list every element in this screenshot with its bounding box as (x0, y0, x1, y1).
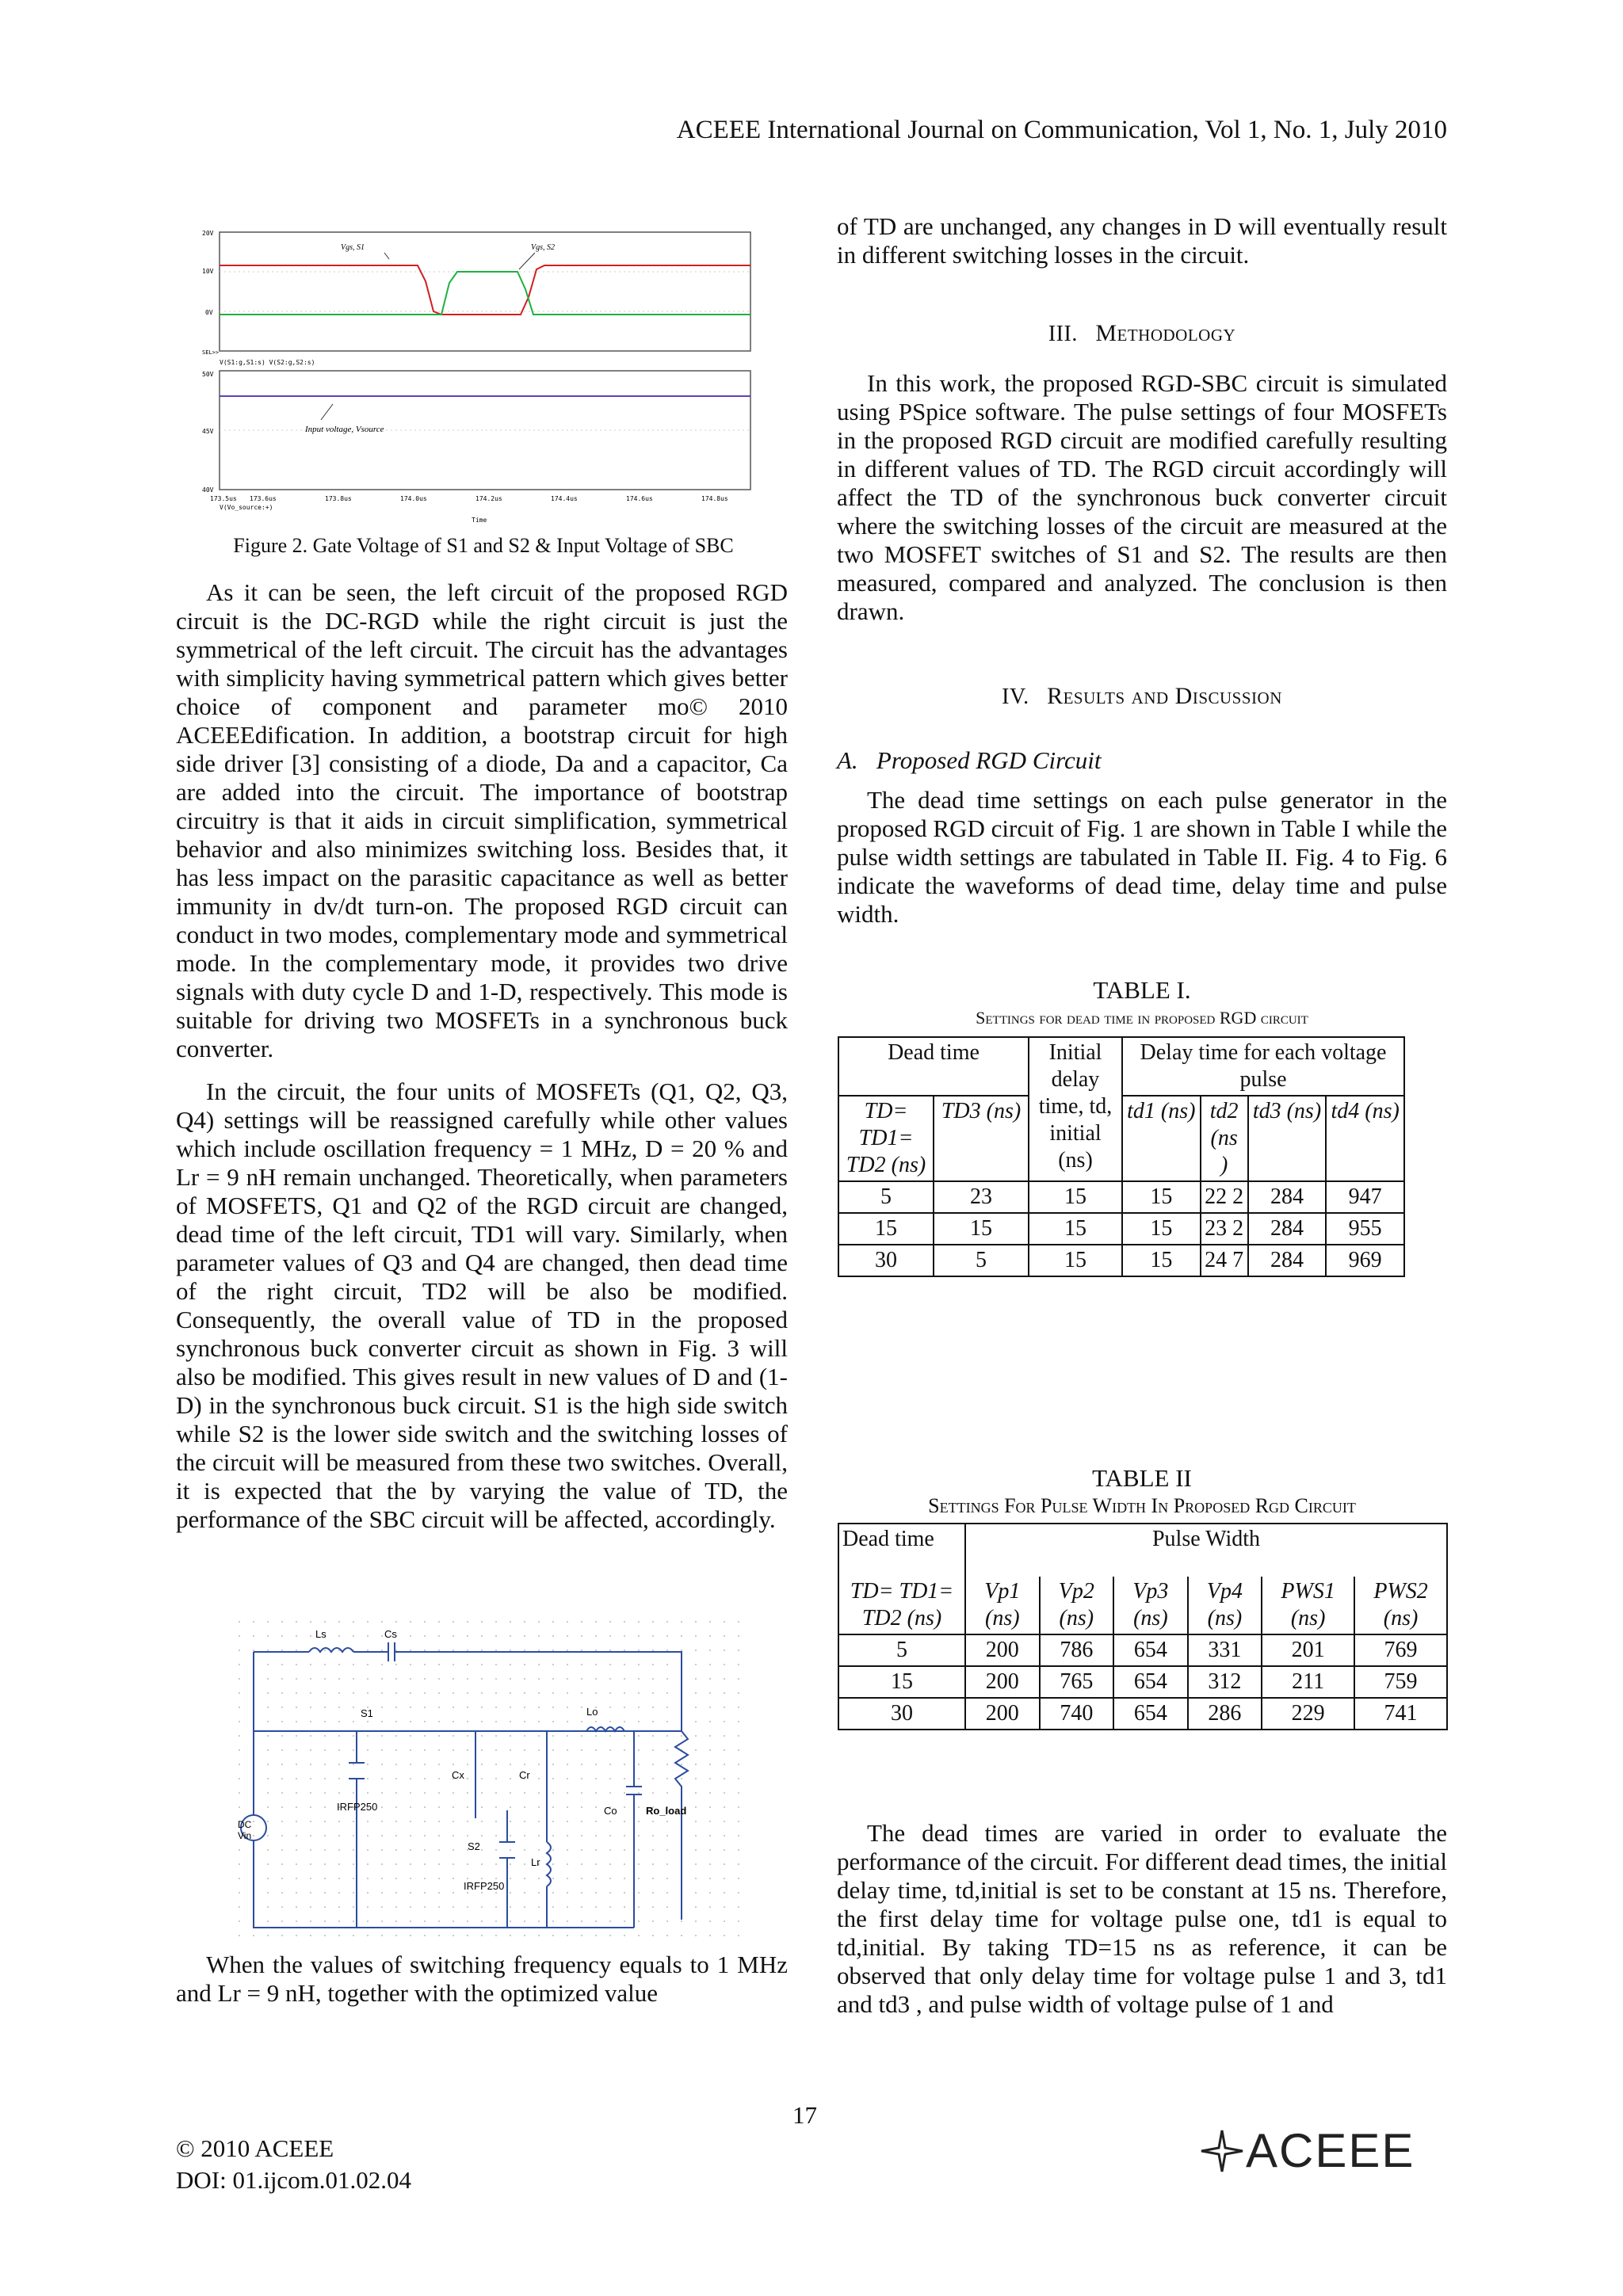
page-number: 17 (792, 2101, 817, 2129)
cell: 211 (1262, 1666, 1354, 1698)
xtick: 174.6us (626, 495, 653, 502)
cell: 947 (1326, 1181, 1404, 1213)
xtick: 173.6us (250, 495, 277, 502)
section-4-heading (837, 683, 1447, 710)
xtick: 173.5us (210, 495, 237, 502)
cell: 740 (1040, 1698, 1114, 1730)
label-irfp2: IRFP250 (464, 1880, 505, 1892)
table-1 (838, 1036, 1405, 1277)
header-dead-time: Dead time (838, 1037, 1029, 1096)
label-co: Co (604, 1805, 617, 1817)
vgs-s1-trace (220, 265, 750, 315)
cell: 201 (1262, 1634, 1354, 1666)
cell: 786 (1040, 1634, 1114, 1666)
circuit-figure (238, 1620, 745, 1937)
cell: 200 (965, 1666, 1040, 1698)
input-voltage-label: Input voltage, Vsource (305, 425, 384, 434)
cell: 15 (1122, 1181, 1201, 1213)
logo-text: ACEEE (1246, 2124, 1415, 2177)
cell: 24 7 (1201, 1245, 1248, 1276)
subsection-a-text (837, 786, 1447, 929)
header-vp1: Vp1 (ns) (965, 1577, 1040, 1634)
cell: 741 (1354, 1698, 1447, 1730)
header-vp2: Vp2 (ns) (1040, 1577, 1114, 1634)
xtick: 174.8us (701, 495, 728, 502)
cell: 955 (1326, 1213, 1404, 1245)
paragraph: As it can be seen, the left circuit of the proposed RGD circuit is the DC-RGD while the right circuit is just the symmetrical of the left circuit. The circuit has the advantages with simplicity having symmetrical pattern which gives better choice of component and parameter mo© 2010 ACEEEdification. In addition, a bootstrap circuit for high side driver [3] consisting of a diode, Da and a capacitor, Ca are added into the circuit. The importance of bootstrap circuitry is that it aids in circuit simplification, symmetrical behavior and also minimizes switching loss. Besides that, it has less impact on the parasitic capacitance as well as better immunity in dv/dt turn-on. The proposed RGD circuit can conduct in two modes, complementary mode and symmetrical mode. In the complementary mode, it provides two drive signals with duty cycle D and 1-D, respectively. This mode is suitable for driving two MOSFETs in a synchronous buck converter. (176, 578, 788, 1062)
label-vin: Vin (238, 1830, 252, 1841)
cell: 15 (1029, 1213, 1122, 1245)
cell: 15 (1122, 1245, 1201, 1276)
section-3-heading (837, 320, 1447, 347)
figure-2 (202, 226, 757, 527)
header-td4: td4 (ns) (1326, 1096, 1404, 1181)
cell: 654 (1113, 1634, 1188, 1666)
cell: 30 (838, 1245, 934, 1276)
cell: 15 (838, 1213, 934, 1245)
table-row (838, 1181, 1404, 1213)
ytick: 0V (205, 309, 213, 316)
aceee-star-icon (1198, 2127, 1246, 2175)
cell: 654 (1113, 1666, 1188, 1698)
cell: 759 (1354, 1666, 1447, 1698)
cell: 15 (934, 1213, 1029, 1245)
header-td3b: td3 (ns) (1248, 1096, 1327, 1181)
cell: 284 (1248, 1181, 1327, 1213)
paragraph: In this work, the proposed RGD-SBC circuit is simulated using PSpice software. The pulse settings of four MOSFETs in the proposed RGD circuit are modified carefully resulting in different values of TD. The RGD circuit accordingly will affect the TD of the synchronous buck converter circuit where the switching losses of the circuit are measured at the two MOSFET switches of S1 and S2. The results are then measured, compared and analyzed. The conclusion is then drawn. (837, 369, 1447, 625)
label-ls: Ls (315, 1628, 327, 1640)
table-row (838, 1245, 1404, 1276)
figure-2-caption: Figure 2. Gate Voltage of S1 and S2 & Input Voltage of SBC (233, 534, 734, 557)
cell: 15 (1029, 1181, 1122, 1213)
x-axis-label: Time (472, 517, 487, 524)
header-td: TD= TD1= TD2 (ns) (838, 1096, 934, 1181)
left-column (176, 578, 788, 1534)
header-dead-time: Dead time (838, 1524, 965, 1577)
table-2-subtitle: Settings For Pulse Width In Proposed Rgd Circuit (928, 1494, 1356, 1517)
cell: 200 (965, 1698, 1040, 1730)
cell: 969 (1326, 1245, 1404, 1276)
vgs-s1-label: Vgs, S1 (341, 243, 365, 252)
cell: 30 (838, 1698, 965, 1730)
cell: 15 (1029, 1245, 1122, 1276)
table-row (838, 1213, 1404, 1245)
cell: 331 (1188, 1634, 1262, 1666)
label-lr: Lr (531, 1856, 540, 1868)
left-column-end (176, 1951, 788, 2008)
top-legend: V(S1:g,S1:s) V(S2:g,S2:s) (220, 359, 315, 366)
section-number: IV. (1002, 685, 1029, 709)
table-2 (838, 1523, 1448, 1730)
header-initial-delay: Initial delay time, td, initial (ns) (1029, 1037, 1122, 1181)
cell: 284 (1248, 1213, 1327, 1245)
section-title: Results and Discussion (1047, 683, 1282, 709)
header-td1: td1 (ns) (1122, 1096, 1201, 1181)
footer-copyright: © 2010 ACEEE (176, 2134, 334, 2162)
cell: 286 (1188, 1698, 1262, 1730)
paragraph: In the circuit, the four units of MOSFETs (Q1, Q2, Q3, Q4) settings will be reassigned carefully while other values which include oscillation frequency = 1 MHz, D = 20 % and Lr = 9 nH remain unchanged. Theoretically, when parameters of MOSFETS, Q1 and Q2 of the RGD circuit are changed, dead time of the left circuit, TD1 will vary. Similarly, when parameter values of Q3 and Q4 are changed, then dead time of the right circuit, TD2 will be also be modified. Consequently, the overall value of TD in the proposed synchronous buck converter circuit as shown in Fig. 3 will also be modified. This gives result in new values of D and (1-D) in the synchronous buck circuit. S1 is the high side switch while S2 is the lower side switch and the switching losses of the circuit will be measured from these two switches. Overall, it is expected that the by varying the value of TD, the performance of the SBC circuit will be affected, accordingly. (176, 1077, 788, 1533)
header-td2: td2 (ns ) (1201, 1096, 1248, 1181)
label-ro: Ro_load (646, 1805, 687, 1817)
cell: 229 (1262, 1698, 1354, 1730)
header-td: TD= TD1= TD2 (ns) (838, 1577, 965, 1634)
xtick: 173.8us (325, 495, 352, 502)
cell: 284 (1248, 1245, 1327, 1276)
sel-label: SEL>> (202, 349, 220, 356)
bottom-legend: V(Vo_source:+) (220, 504, 273, 511)
paragraph: When the values of switching frequency equals to 1 MHz and Lr = 9 nH, together with the optimized value (176, 1951, 788, 2007)
cell: 765 (1040, 1666, 1114, 1698)
header-pws2: PWS2 (ns) (1354, 1577, 1447, 1634)
paragraph: of TD are unchanged, any changes in D will eventually result in different switching losses in the circuit. (837, 212, 1447, 269)
ytick: 50V (202, 371, 214, 378)
label-lo: Lo (586, 1706, 598, 1718)
ytick: 20V (202, 230, 214, 237)
header-vp3: Vp3 (ns) (1113, 1577, 1188, 1634)
journal-header: ACEEE International Journal on Communication, Vol 1, No. 1, July 2010 (676, 116, 1447, 144)
cell: 23 2 (1201, 1213, 1248, 1245)
cell: 5 (934, 1245, 1029, 1276)
header-vp4: Vp4 (ns) (1188, 1577, 1262, 1634)
label-cr: Cr (519, 1769, 530, 1781)
header-delay-time: Delay time for each voltage pulse (1122, 1037, 1404, 1096)
label-cs: Cs (384, 1628, 397, 1640)
ytick: 40V (202, 486, 214, 494)
xtick: 174.2us (475, 495, 502, 502)
subsection-a-heading: A. Proposed RGD Circuit (837, 746, 1102, 774)
ytick: 10V (202, 268, 214, 275)
xtick: 174.4us (551, 495, 578, 502)
table-2-title: TABLE II (1092, 1464, 1192, 1492)
section-number: III. (1048, 322, 1078, 346)
header-pws1: PWS1 (ns) (1262, 1577, 1354, 1634)
cell: 654 (1113, 1698, 1188, 1730)
gate-voltage-plot (202, 226, 757, 527)
vgs-s2-trace (220, 272, 750, 315)
cell: 5 (838, 1634, 965, 1666)
label-irfp1: IRFP250 (337, 1801, 378, 1813)
footer-doi: DOI: 01.ijcom.01.02.04 (176, 2166, 412, 2194)
cell: 200 (965, 1634, 1040, 1666)
table-1-subtitle: Settings for dead time in proposed RGD circuit (976, 1008, 1308, 1028)
cell: 5 (838, 1181, 934, 1213)
cell: 312 (1188, 1666, 1262, 1698)
cell: 23 (934, 1181, 1029, 1213)
right-column-bottom (837, 1819, 1447, 2019)
section-title: Methodology (1095, 320, 1236, 346)
label-s2: S2 (468, 1840, 480, 1852)
table-row (838, 1634, 1447, 1666)
aceee-logo (1198, 2123, 1415, 2178)
ytick: 45V (202, 428, 214, 435)
paragraph: The dead times are varied in order to evaluate the performance of the circuit. For different dead times, the initial delay time, td,initial is set to be constant at 15 ns. Therefore, the first delay time for voltage pulse one, td1 is equal to td,initial. By taking TD=15 ns as reference, it can be observed that only delay time for voltage pulse 1 and 3, td1 and td3 , and pulse width of voltage pulse of 1 and (837, 1819, 1447, 2018)
xtick: 174.0us (400, 495, 427, 502)
cell: 769 (1354, 1634, 1447, 1666)
label-cx: Cx (452, 1769, 464, 1781)
circuit-diagram (238, 1620, 745, 1937)
right-column-top (837, 212, 1447, 269)
label-dc: DC (238, 1819, 252, 1830)
cell: 22 2 (1201, 1181, 1248, 1213)
cell: 15 (1122, 1213, 1201, 1245)
table-row (838, 1698, 1447, 1730)
label-s1: S1 (361, 1707, 373, 1719)
header-td3: TD3 (ns) (934, 1096, 1029, 1181)
section-3-text (837, 369, 1447, 626)
header-pulse-width: Pulse Width (965, 1524, 1447, 1577)
vgs-s2-label: Vgs, S2 (531, 243, 555, 252)
table-row (838, 1666, 1447, 1698)
table-1-title: TABLE I. (1093, 976, 1191, 1004)
cell: 15 (838, 1666, 965, 1698)
paragraph: The dead time settings on each pulse generator in the proposed RGD circuit of Fig. 1 are shown in Table I while the pulse width settings are tabulated in Table II. Fig. 4 to Fig. 6 indicate the waveforms of dead time, delay time and pulse width. (837, 786, 1447, 928)
